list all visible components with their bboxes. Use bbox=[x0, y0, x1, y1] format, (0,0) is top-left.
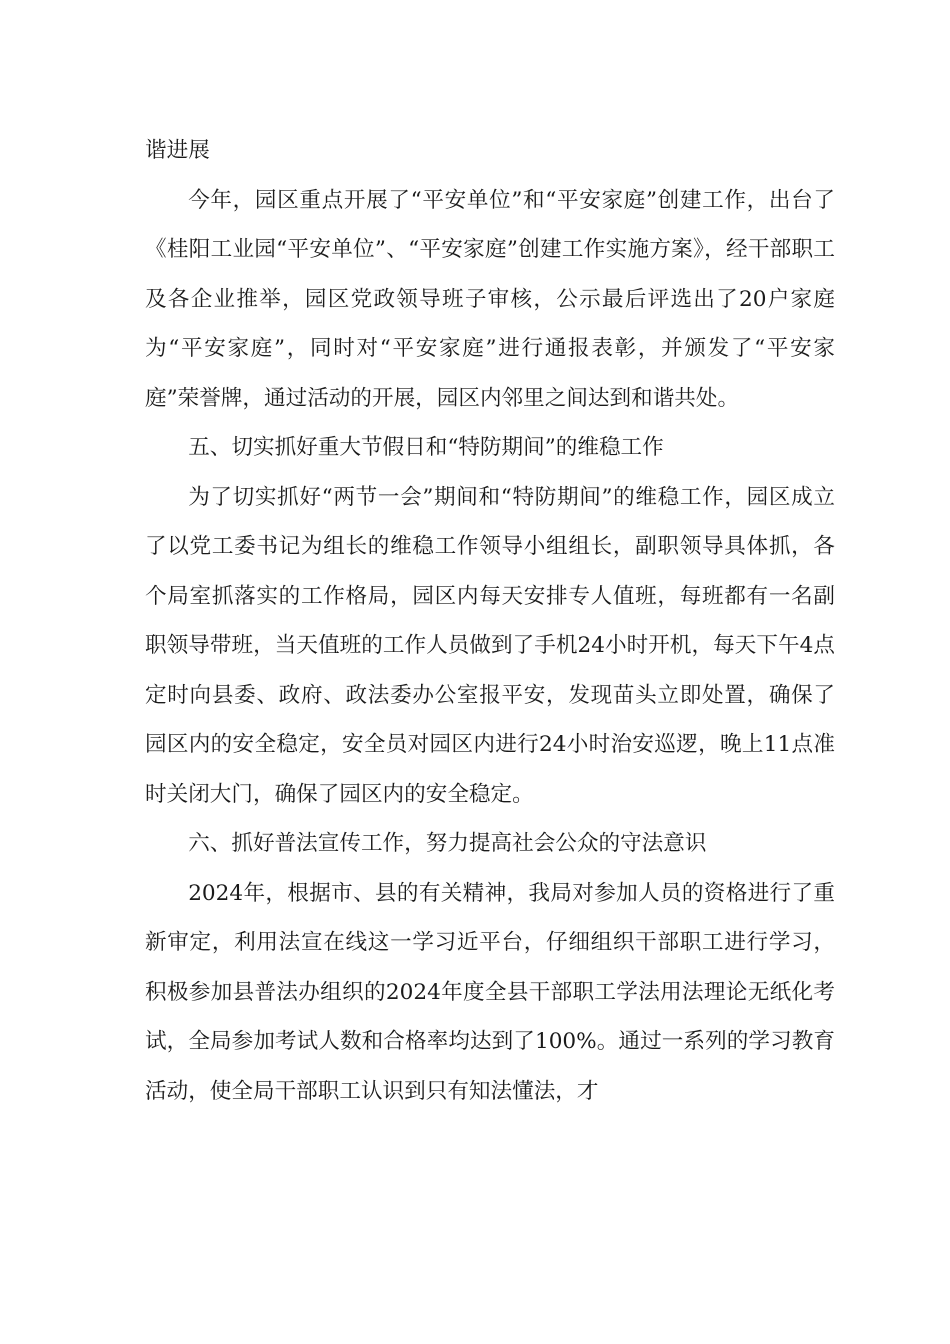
paragraph-stability-work: 为了切实抓好“两节一会”期间和“特防期间”的维稳工作，园区成立了以党工委书记为组长的维稳工作领导小组组长，副职领导具体抓，各个局室抓落实的工作格局，园区内每天安排专人值班，每班都有一名副职领导带班，当天值班的工作人员做到了手机24小时开机，每天下午4点定时向县委、政府、政法委办公室报平安，发现苗头立即处置，确保了园区内的安全稳定，安全员对园区内进行24小时治安巡逻，晚上11点准时关闭大门，确保了园区内的安全稳定。 bbox=[145, 484, 835, 807]
paragraph-continuation: 谐进展 bbox=[145, 138, 210, 163]
document-body bbox=[145, 126, 835, 1116]
section-heading-six: 六、抓好普法宣传工作，努力提高社会公众的守法意识 bbox=[188, 831, 707, 856]
paragraph-safe-units: 今年，园区重点开展了“平安单位”和“平安家庭”创建工作，出台了《桂阳工业园“平安单位”、“平安家庭”创建工作实施方案》，经干部职工及各企业推举，园区党政领导班子审核，公示最后评选出了20户家庭为“平安家庭”，同时对“平安家庭”进行通报表彰，并颁发了“平安家庭”荣誉牌，通过活动的开展，园区内邻里之间达到和谐共处。 bbox=[145, 187, 835, 411]
paragraph-legal-education: 2024年，根据市、县的有关精神，我局对参加人员的资格进行了重新审定，利用法宣在线这一学习近平台，仔细组织干部职工进行学习，积极参加县普法办组织的2024年度全县干部职工学法用法理论无纸化考试，全局参加考试人数和合格率均达到了100%。通过一系列的学习教育活动，使全局干部职工认识到只有知法懂法，才 bbox=[145, 880, 835, 1104]
section-heading-five: 五、切实抓好重大节假日和“特防期间”的维稳工作 bbox=[188, 435, 664, 460]
